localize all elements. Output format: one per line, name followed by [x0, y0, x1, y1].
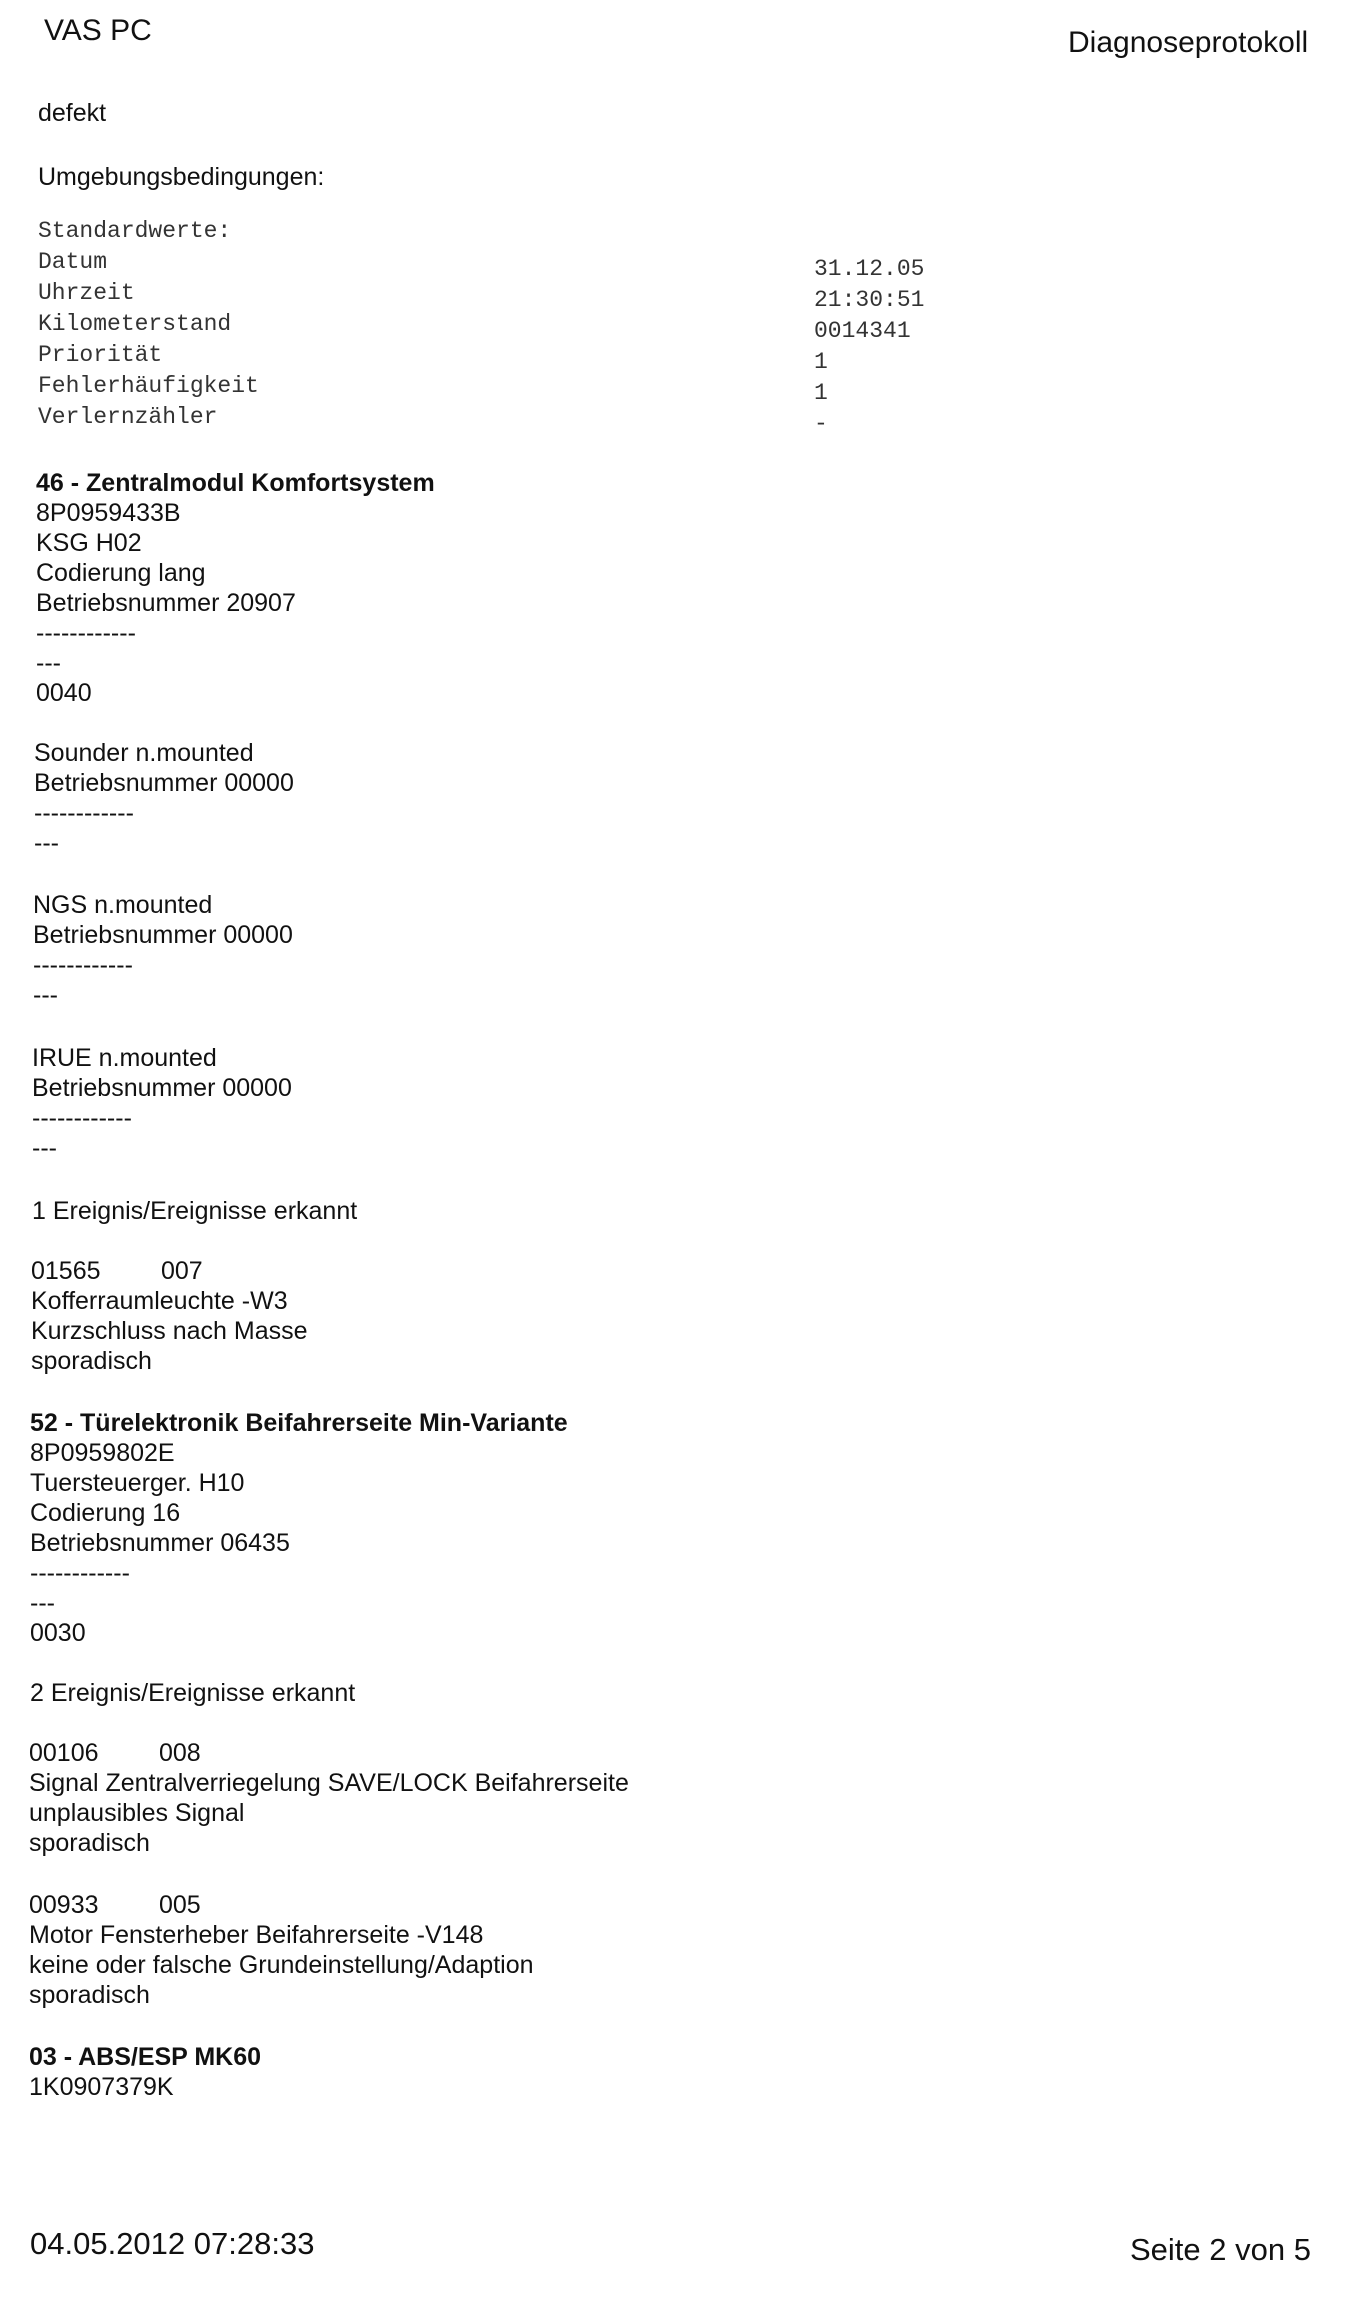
fault-subcode: 007 [161, 1257, 203, 1285]
dash-line: --- [34, 829, 59, 857]
fault-code: 00106 [29, 1739, 99, 1767]
submodule-name: Sounder n.mounted [34, 739, 254, 767]
fault-type: unplausibles Signal [29, 1799, 245, 1827]
dash-line: --- [33, 981, 58, 1009]
module-code: 0040 [36, 679, 92, 707]
module-part-number: 8P0959433B [36, 499, 181, 527]
standard-heading: Standardwerte: [38, 218, 232, 244]
module-betriebsnummer: Betriebsnummer 06435 [30, 1529, 290, 1557]
fault-frequency: sporadisch [29, 1981, 150, 2009]
env-heading: Umgebungsbedingungen: [38, 163, 325, 191]
standard-label: Kilometerstand [38, 311, 232, 337]
module-name: KSG H02 [36, 529, 142, 557]
module-coding: Codierung lang [36, 559, 206, 587]
fault-description: Motor Fensterheber Beifahrerseite -V148 [29, 1921, 484, 1949]
fault-code-line [29, 1890, 201, 1920]
standard-label: Uhrzeit [38, 280, 135, 306]
module-part-number: 8P0959802E [30, 1439, 175, 1467]
events-count: 2 Ereignis/Ereignisse erkannt [30, 1679, 356, 1707]
fault-subcode: 008 [159, 1739, 201, 1767]
standard-value: 0014341 [814, 318, 911, 344]
submodule-name: NGS n.mounted [33, 891, 213, 919]
fault-frequency: sporadisch [31, 1347, 152, 1375]
standard-value: - [814, 411, 828, 437]
fault-frequency: sporadisch [29, 1829, 150, 1857]
header-report-title: Diagnoseprotokoll [1068, 26, 1309, 59]
fault-code-line [29, 1738, 201, 1768]
module-title: 46 - Zentralmodul Komfortsystem [36, 469, 435, 497]
header-app-name: VAS PC [44, 14, 152, 47]
module-part-number: 1K0907379K [29, 2073, 174, 2101]
standard-value: 1 [814, 349, 828, 375]
footer-page-number: Seite 2 von 5 [1130, 2232, 1311, 2267]
standard-label: Priorität [38, 342, 163, 368]
separator: ------------ [36, 619, 136, 647]
module-name: Tuersteuerger. H10 [30, 1469, 245, 1497]
separator: ------------ [32, 1104, 132, 1132]
events-count: 1 Ereignis/Ereignisse erkannt [32, 1197, 358, 1225]
submodule-betriebsnummer: Betriebsnummer 00000 [33, 921, 293, 949]
standard-label: Datum [38, 249, 108, 275]
module-title: 52 - Türelektronik Beifahrerseite Min-Variante [30, 1409, 568, 1437]
separator: ------------ [33, 951, 133, 979]
fault-code-line [31, 1256, 203, 1286]
module-title: 03 - ABS/ESP MK60 [29, 2043, 262, 2071]
separator: ------------ [30, 1559, 130, 1587]
footer-datetime: 04.05.2012 07:28:33 [30, 2226, 315, 2261]
fault-type: keine oder falsche Grundeinstellung/Adaption [29, 1951, 534, 1979]
fault-type: Kurzschluss nach Masse [31, 1317, 308, 1345]
module-coding: Codierung 16 [30, 1499, 181, 1527]
fault-code: 01565 [31, 1257, 101, 1285]
separator: ------------ [34, 799, 134, 827]
dash-line: --- [30, 1589, 55, 1617]
standard-value: 1 [814, 380, 828, 406]
fault-description: Kofferraumleuchte -W3 [31, 1287, 288, 1315]
standard-value: 31.12.05 [814, 256, 925, 282]
dash-line: --- [36, 649, 61, 677]
fault-subcode: 005 [159, 1891, 201, 1919]
module-code: 0030 [30, 1619, 86, 1647]
submodule-betriebsnummer: Betriebsnummer 00000 [32, 1074, 292, 1102]
standard-value: 21:30:51 [814, 287, 925, 313]
module-betriebsnummer: Betriebsnummer 20907 [36, 589, 296, 617]
fault-description: Signal Zentralverriegelung SAVE/LOCK Beifahrerseite [29, 1769, 629, 1797]
standard-label: Verlernzähler [38, 404, 218, 430]
dash-line: --- [32, 1134, 57, 1162]
submodule-betriebsnummer: Betriebsnummer 00000 [34, 769, 294, 797]
submodule-name: IRUE n.mounted [32, 1044, 217, 1072]
fault-code: 00933 [29, 1891, 99, 1919]
standard-label: Fehlerhäufigkeit [38, 373, 259, 399]
status-text: defekt [38, 99, 107, 127]
